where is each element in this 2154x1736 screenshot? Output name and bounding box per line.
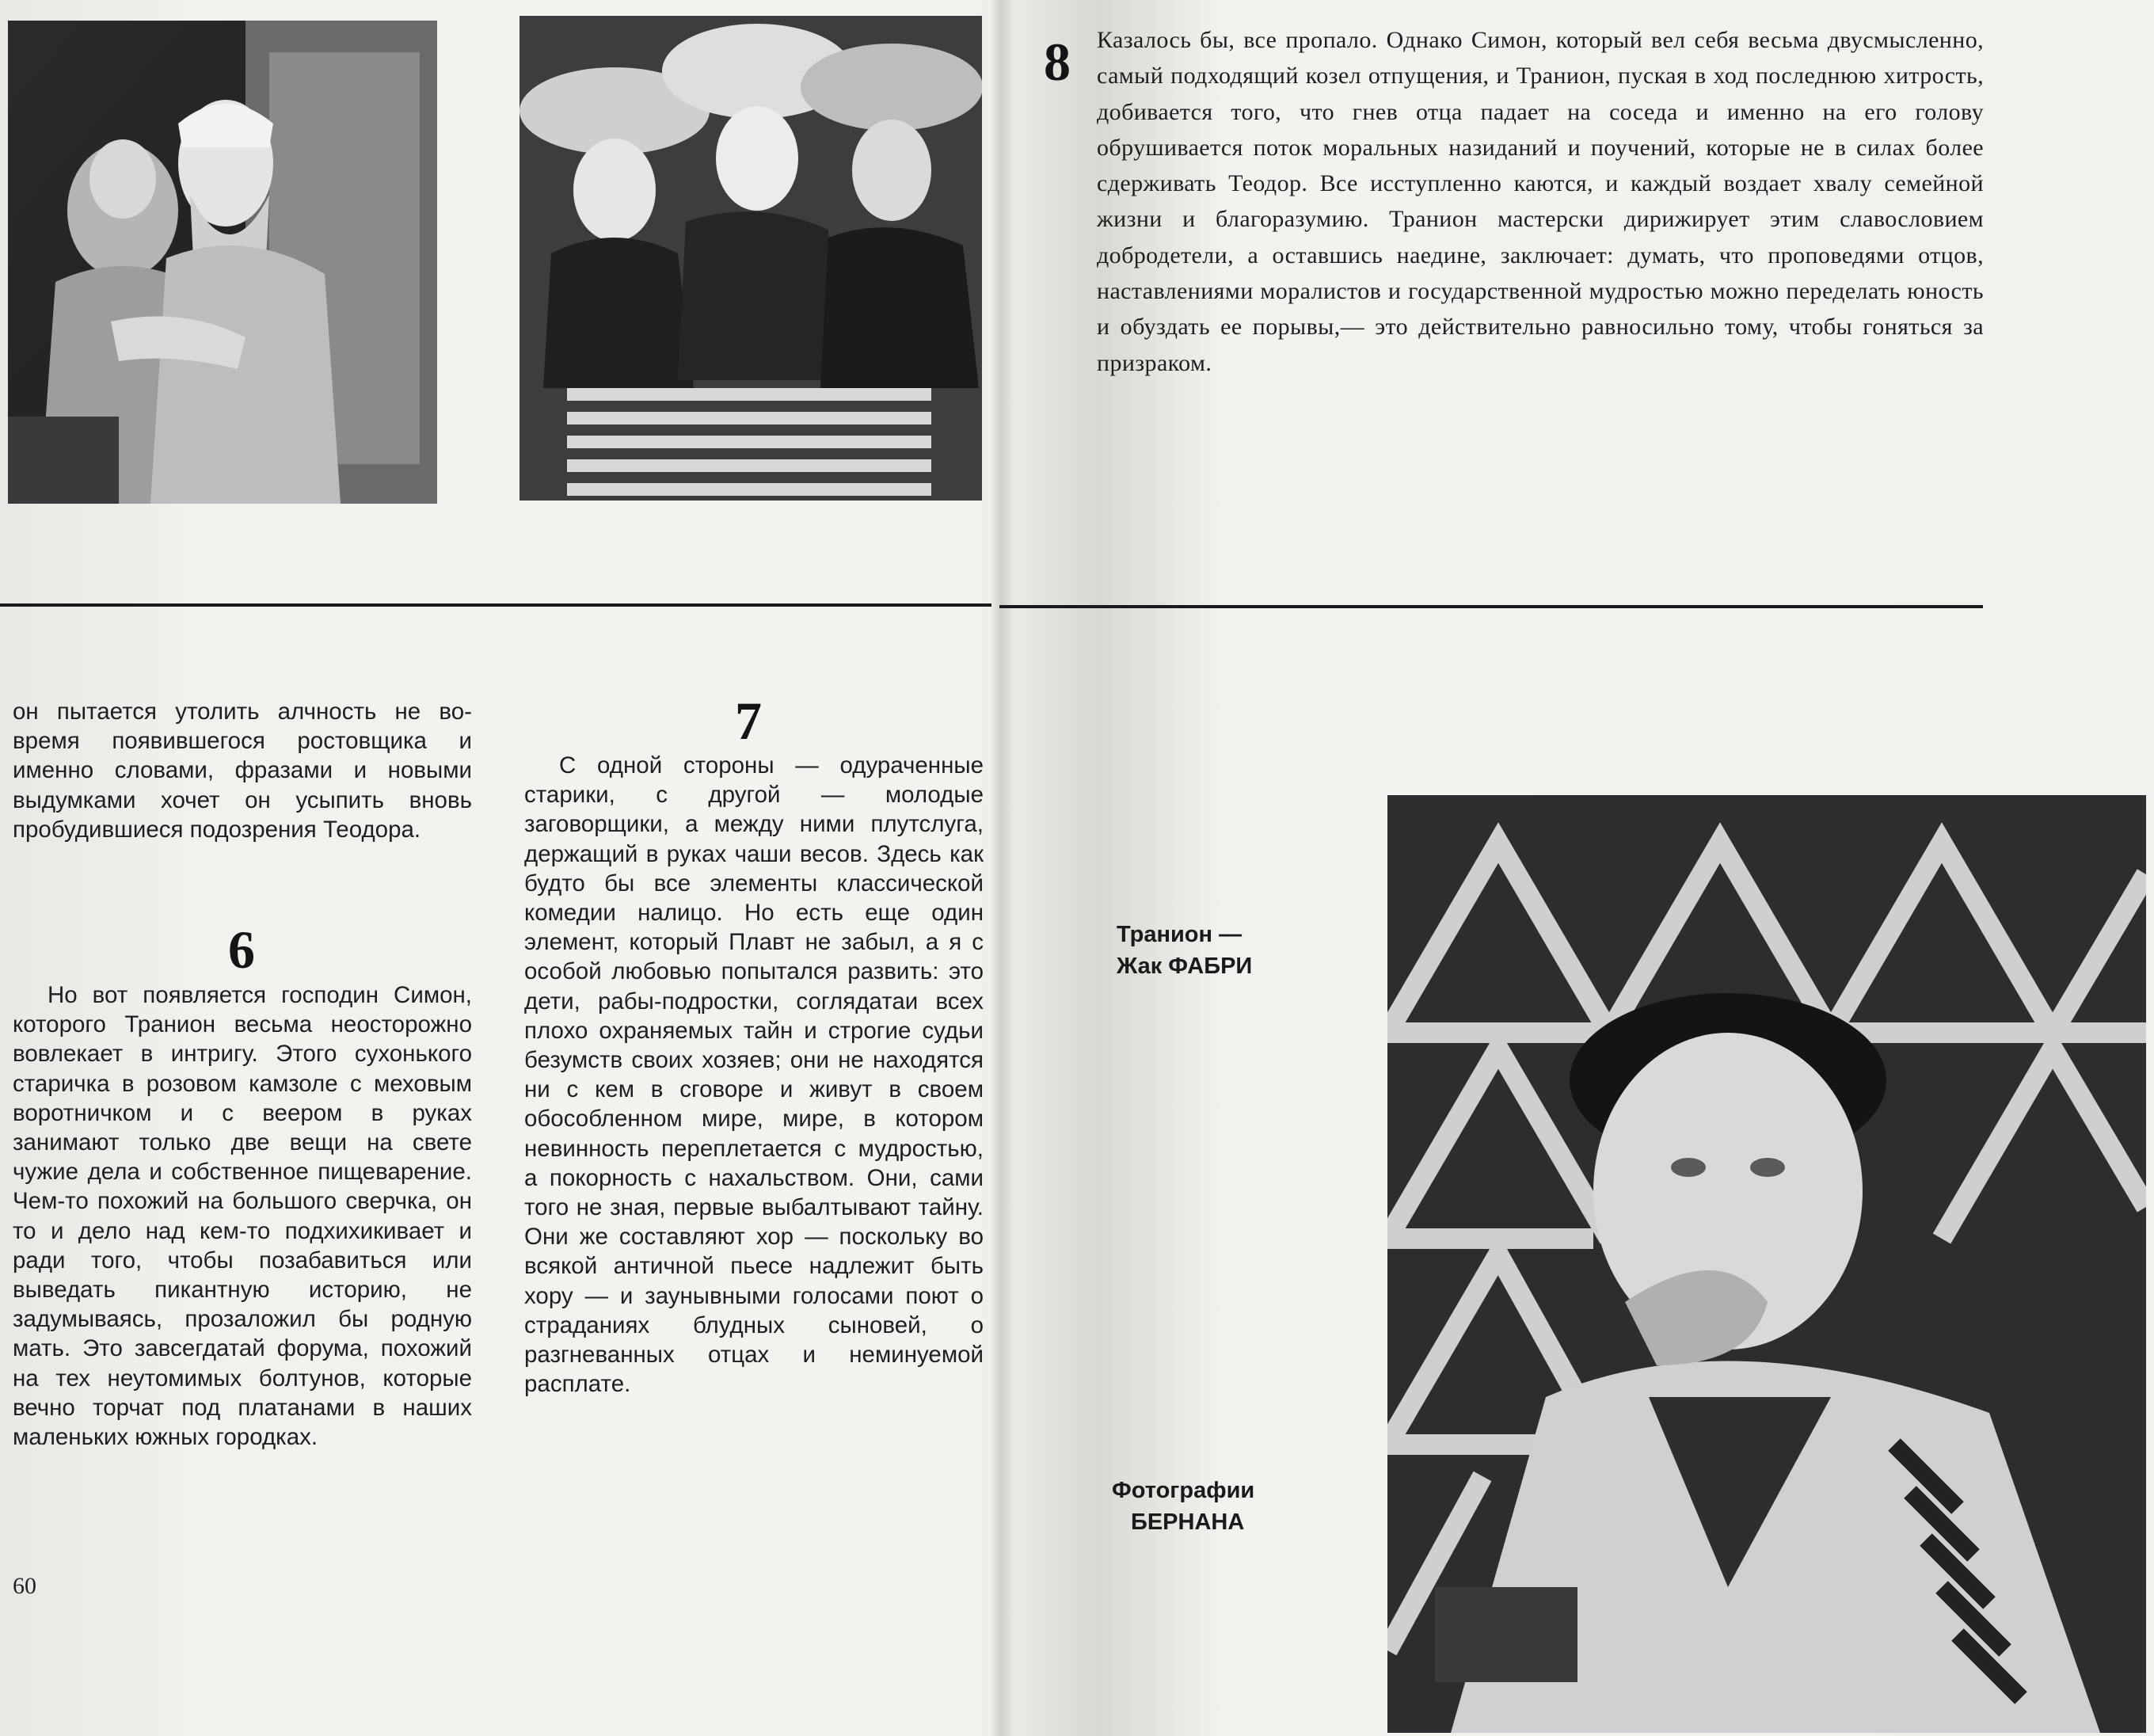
section-5-tail-paragraph: он пытается утолить алчность не во-время появившегося ростовщика и именно словами, фразами и новыми выдумками хочет он усыпить вновь пробудившиеся подозрения Теодора. (13, 699, 472, 843)
photo-three-women (519, 16, 982, 501)
section-8-paragraph: Казалось бы, все пропало. Однако Симон, который вел себя весьма двусмысленно, самый подходящий козел отпущения, и Транион, пуская в ход последнюю хитрость, добивается того, что гнев отца падает на соседа и именно на его голову обрушивается поток моральных назиданий и поучений, которые не в силах более сдерживать Теодор. Все исступленно каются, и каждый воздает хвалу семейной жизни и благоразумию. Транион мастерски дирижирует этим славословием добродетели, а оставшись наедине, заключает: думать, что проповедями отцов, наставлениями моралистов и государственной мудростью можно переделать юность и обуздать ее порывы,— это действительно равносильно тому, чтобы гоняться за призраком. (1097, 27, 1984, 376)
divider-right (999, 605, 1983, 608)
section-7-text (524, 751, 984, 1399)
photo-actor-portrait (1387, 795, 2146, 1733)
section-7-paragraph: С одной стороны — одураченные старики, с другой — молодые заговорщики, а между ними плутслуга, держащий в руках чаши весов. Здесь как будто бы все элементы классической комедии налицо. Но есть еще один элемент, который Плавт не забыл, а я с особой любовью попытался развить: это дети, рабы-подростки, соглядатаи всех плохо охраняемых тайн и строгие судьи безумств своих хозяев; они не находятся ни с кем в сговоре и живут в своем обособленном мире, мире, в котором невинность переплетается с мудростью, а покорность с нахальством. Они, сами того не зная, первые выбалтывают тайну. Они же составляют хор — поскольку во всякой античной пьесе надлежит быть хору — и заунывными голосами поют о страданиях блудных сыновей, о разгневанных отцах и неминуемой расплате. (524, 752, 984, 1398)
actor-portrait-photo-icon (1387, 795, 2146, 1733)
page-number: 60 (13, 1573, 36, 1599)
page-gutter (990, 0, 1014, 1736)
section-7-number: 7 (735, 691, 762, 751)
portrait-caption (1117, 919, 1252, 982)
section-6-text (13, 980, 472, 1452)
section-5-tail (13, 697, 472, 844)
section-8-number: 8 (1044, 32, 1071, 92)
photo-credit (1112, 1475, 1254, 1538)
photo-two-actors (8, 21, 437, 504)
section-6-paragraph: Но вот появляется господин Симон, которого Транион весьма неосторожно вовлекает в интригу. Этого сухонького старичка в розовом камзоле с меховым воротничком и с веером в руках занимают только две вещи на свете чужие дела и собственное пищеварение. Чем-то похожий на большого сверчка, он то и дело над кем-то подхихикивает и ради того, чтобы позабавиться или выведать пикантную историю, не задумываясь, прозаложил бы родную мать. Это завсегдатай форума, похожий на тех неутомимых болтунов, которые вечно торчат под платанами в наших маленьких южных городках. (13, 982, 472, 1451)
portrait-caption-role: Транион — (1117, 922, 1243, 947)
three-women-in-hats-photo-icon (519, 16, 982, 501)
two-actors-photo-icon (8, 21, 437, 504)
portrait-caption-actor: Жак ФАБРИ (1117, 954, 1253, 979)
photo-credit-label: Фотографии (1112, 1478, 1255, 1503)
section-8-text (1097, 22, 1984, 381)
section-6-number: 6 (228, 919, 255, 980)
photo-credit-name: БЕРНАНА (1131, 1509, 1245, 1535)
divider-left (0, 603, 991, 607)
